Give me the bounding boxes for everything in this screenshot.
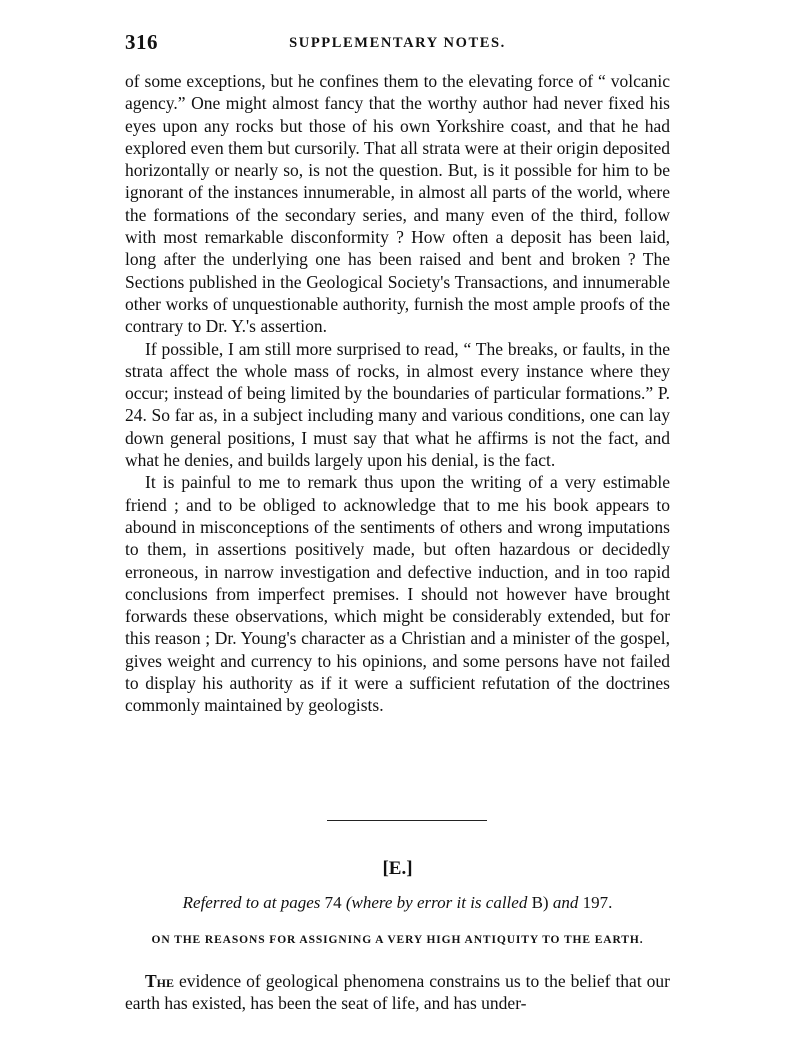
reference-text-1: Referred to at pages [182, 893, 321, 912]
note-label: [E.] [382, 858, 413, 879]
reference-page-1: 74 [324, 893, 342, 912]
reference-page-2: 197. [582, 893, 613, 912]
running-head [125, 30, 670, 56]
section-divider [327, 820, 487, 821]
opening-word: The [145, 971, 175, 991]
running-title: SUPPLEMENTARY NOTES. [289, 35, 506, 51]
note-reference [125, 893, 670, 913]
paragraph-estimable-friend: It is painful to me to remark thus upon the writing of a very estimable friend ; and to be obliged to acknowledge that to me his book appears to abound in misconceptions of the sentiments of others and wrong imputations to them, in assertions positively made, but often hazardous or decidedly erroneous, in narrow investigation and defective induction, and in too rapid conclusions from imperfect premises. I should not however have brought forwards these observations, which might be considerably extended, but for this reason ; Dr. Young's character as a Christian and a minister of the gospel, gives weight and currency to his opinions, and some persons have not failed to display his authority as if it were a sufficient refutation of the doctrines commonly maintained by geologists. [125, 472, 670, 716]
reference-text-3: and [552, 893, 579, 912]
reference-text-2: (where by error it is called [345, 893, 528, 912]
page-number: 316 [125, 30, 158, 54]
reference-letter: B) [531, 893, 549, 912]
body-text [125, 70, 670, 717]
opening-text: evidence of geological phenomena constrains us to the belief that our earth has existed, has been the seat of life, and has under- [125, 971, 670, 1014]
note-heading: ON THE REASONS FOR ASSIGNING A VERY HIGH ANTIQUITY TO THE EARTH. [151, 934, 644, 946]
paragraph-continuation: of some exceptions, but he confines them to the elevating force of “ volcanic agency.” One might almost fancy that the worthy author had never fixed his eyes upon any rocks but those of his own Yorkshire coast, and that he had explored even them but cursorily. That all strata were at their origin deposited horizontally or nearly so, is not the question. But, is it possible for him to be ignorant of the instances innumerable, in almost all parts of the world, where the formations of the secondary series, and many even of the third, follow with most remarkable disconformity ? How often a deposit has been laid, long after the underlying one has been raised and bent and broken ? The Sections published in the Geological Society's Transactions, and innumerable other works of unquestionable authority, furnish the most ample proofs of the contrary to Dr. Y.'s assertion. [125, 71, 670, 337]
note-body [125, 970, 670, 1015]
note-paragraph [125, 970, 670, 1015]
paragraph-faults: If possible, I am still more surprised to read, “ The breaks, or faults, in the strata affect the whole mass of rocks, in almost every instance where they occur; instead of being limited by the boundaries of particular formations.” P. 24. So far as, in a subject including many and various conditions, one can lay down general positions, I must say that what he affirms is not the fact, and what he denies, and builds largely upon his denial, is the fact. [125, 338, 670, 471]
